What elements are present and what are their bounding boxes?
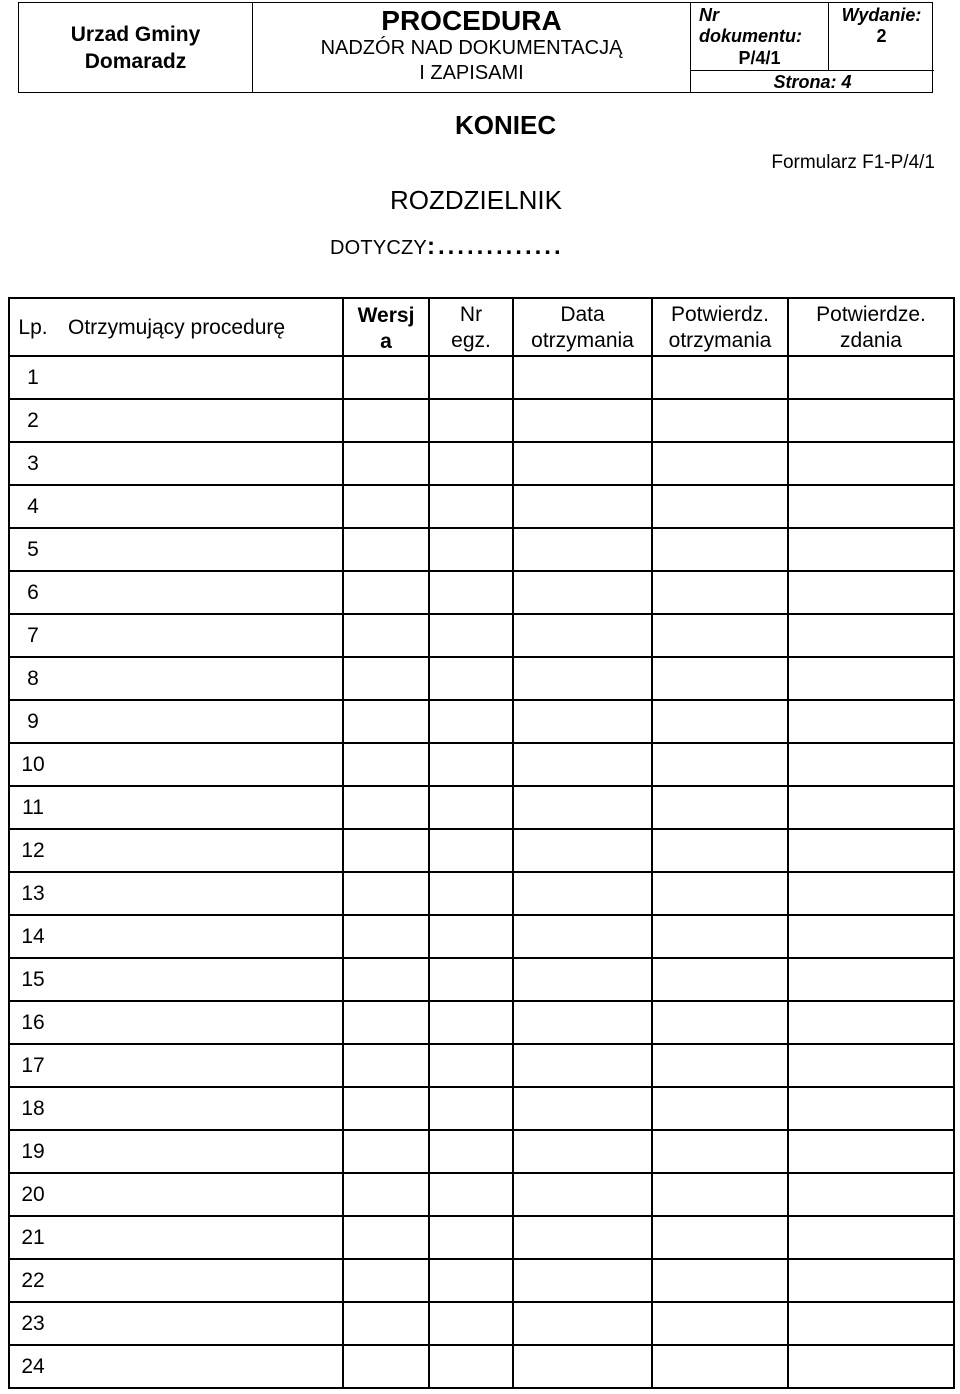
- receipt-date-cell[interactable]: [513, 1345, 652, 1388]
- copy-number-cell[interactable]: [429, 786, 513, 829]
- table-row: [9, 915, 954, 958]
- recipient-cell[interactable]: [56, 485, 343, 528]
- version-cell[interactable]: [343, 1087, 429, 1130]
- copy-number-cell[interactable]: [429, 1044, 513, 1087]
- table-header-row: [9, 298, 954, 356]
- row-number: 2: [9, 399, 56, 442]
- receipt-date-cell[interactable]: [513, 356, 652, 399]
- receipt-confirmation-cell[interactable]: [652, 1130, 788, 1173]
- version-cell[interactable]: [343, 743, 429, 786]
- column-lp: Lp.: [9, 298, 56, 356]
- recipient-cell[interactable]: [56, 1044, 343, 1087]
- row-number: 20: [9, 1173, 56, 1216]
- document-header: [18, 2, 933, 93]
- receipt-date-cell[interactable]: [513, 571, 652, 614]
- receipt-date-cell[interactable]: [513, 1087, 652, 1130]
- procedure-subtitle-line1: NADZÓR NAD DOKUMENTACJĄ: [320, 37, 623, 59]
- version-cell[interactable]: [343, 1259, 429, 1302]
- document-number: [691, 3, 829, 70]
- copy-number-cell[interactable]: [429, 657, 513, 700]
- table-row: [9, 571, 954, 614]
- version-cell[interactable]: [343, 1216, 429, 1259]
- receipt-confirmation-cell[interactable]: [652, 657, 788, 700]
- receipt-date-cell[interactable]: [513, 1302, 652, 1345]
- concerns-line: [330, 233, 564, 261]
- receipt-confirmation-cell[interactable]: [652, 614, 788, 657]
- return-confirmation-cell[interactable]: [788, 1302, 954, 1345]
- distribution-list-title: ROZDZIELNIK: [390, 185, 562, 215]
- table-row: [9, 786, 954, 829]
- table-row: [9, 1216, 954, 1259]
- receipt-confirmation-cell[interactable]: [652, 829, 788, 872]
- receipt-confirmation-cell[interactable]: [652, 743, 788, 786]
- copy-number-cell[interactable]: [429, 743, 513, 786]
- copy-number-cell[interactable]: [429, 1130, 513, 1173]
- receipt-date-cell[interactable]: [513, 657, 652, 700]
- receipt-date-cell[interactable]: [513, 915, 652, 958]
- version-cell[interactable]: [343, 872, 429, 915]
- receipt-confirmation-cell[interactable]: [652, 915, 788, 958]
- table-row: [9, 743, 954, 786]
- receipt-confirmation-cell[interactable]: [652, 786, 788, 829]
- table-row: [9, 958, 954, 1001]
- table-row: [9, 1173, 954, 1216]
- column-recipient: Otrzymujący procedurę: [56, 298, 343, 356]
- return-confirmation-cell[interactable]: [788, 1130, 954, 1173]
- receipt-confirmation-cell[interactable]: [652, 1302, 788, 1345]
- recipient-cell[interactable]: [56, 356, 343, 399]
- table-row: [9, 829, 954, 872]
- copy-number-cell[interactable]: [429, 829, 513, 872]
- receipt-confirmation-cell[interactable]: [652, 356, 788, 399]
- copy-number-cell[interactable]: [429, 399, 513, 442]
- table-row: [9, 614, 954, 657]
- return-confirmation-cell[interactable]: [788, 958, 954, 1001]
- receipt-date-cell[interactable]: [513, 743, 652, 786]
- receipt-date-cell[interactable]: [513, 614, 652, 657]
- version-cell[interactable]: [343, 1044, 429, 1087]
- return-confirmation-cell[interactable]: [788, 700, 954, 743]
- edition-label: Wydanie:: [841, 5, 922, 25]
- copy-number-cell[interactable]: [429, 915, 513, 958]
- receipt-confirmation-cell[interactable]: [652, 700, 788, 743]
- receipt-date-cell[interactable]: [513, 1044, 652, 1087]
- return-confirmation-cell[interactable]: [788, 786, 954, 829]
- receipt-confirmation-cell[interactable]: [652, 1173, 788, 1216]
- receipt-confirmation-cell[interactable]: [652, 442, 788, 485]
- recipient-cell[interactable]: [56, 1302, 343, 1345]
- copy-number-cell[interactable]: [429, 571, 513, 614]
- column-version: Wersj a: [343, 298, 429, 356]
- version-cell[interactable]: [343, 1302, 429, 1345]
- recipient-cell[interactable]: [56, 872, 343, 915]
- version-cell[interactable]: [343, 915, 429, 958]
- recipient-cell[interactable]: [56, 1130, 343, 1173]
- row-number: 5: [9, 528, 56, 571]
- table-row: [9, 1087, 954, 1130]
- table-row: [9, 528, 954, 571]
- version-cell[interactable]: [343, 1001, 429, 1044]
- column-receipt-confirmation: Potwierdz. otrzymania: [652, 298, 788, 356]
- receipt-date-cell[interactable]: [513, 1001, 652, 1044]
- row-number: 9: [9, 700, 56, 743]
- table-row: [9, 1001, 954, 1044]
- return-confirmation-cell[interactable]: [788, 485, 954, 528]
- recipient-cell[interactable]: [56, 1087, 343, 1130]
- row-number: 15: [9, 958, 56, 1001]
- edition-value: 2: [876, 26, 887, 46]
- return-confirmation-cell[interactable]: [788, 442, 954, 485]
- copy-number-cell[interactable]: [429, 1173, 513, 1216]
- table-row: [9, 356, 954, 399]
- version-cell[interactable]: [343, 485, 429, 528]
- table-row: [9, 399, 954, 442]
- row-number: 12: [9, 829, 56, 872]
- receipt-confirmation-cell[interactable]: [652, 1345, 788, 1388]
- distribution-table: [8, 297, 955, 1389]
- version-cell[interactable]: [343, 786, 429, 829]
- recipient-cell[interactable]: [56, 1259, 343, 1302]
- recipient-cell[interactable]: [56, 528, 343, 571]
- copy-number-cell[interactable]: [429, 442, 513, 485]
- copy-number-cell[interactable]: [429, 485, 513, 528]
- document-number-label2: dokumentu:: [699, 26, 802, 46]
- version-cell[interactable]: [343, 571, 429, 614]
- return-confirmation-cell[interactable]: [788, 1345, 954, 1388]
- row-number: 11: [9, 786, 56, 829]
- version-cell[interactable]: [343, 700, 429, 743]
- receipt-confirmation-cell[interactable]: [652, 1216, 788, 1259]
- receipt-confirmation-cell[interactable]: [652, 399, 788, 442]
- table-row: [9, 442, 954, 485]
- recipient-cell[interactable]: [56, 1001, 343, 1044]
- receipt-confirmation-cell[interactable]: [652, 958, 788, 1001]
- copy-number-cell[interactable]: [429, 872, 513, 915]
- table-row: [9, 872, 954, 915]
- table-row: [9, 700, 954, 743]
- receipt-date-cell[interactable]: [513, 786, 652, 829]
- column-return-confirmation: Potwierdze. zdania: [788, 298, 954, 356]
- edition: [829, 3, 934, 70]
- return-confirmation-cell[interactable]: [788, 1044, 954, 1087]
- copy-number-cell[interactable]: [429, 614, 513, 657]
- return-confirmation-cell[interactable]: [788, 1173, 954, 1216]
- recipient-cell[interactable]: [56, 958, 343, 1001]
- version-cell[interactable]: [343, 399, 429, 442]
- receipt-date-cell[interactable]: [513, 872, 652, 915]
- receipt-date-cell[interactable]: [513, 829, 652, 872]
- return-confirmation-cell[interactable]: [788, 743, 954, 786]
- copy-number-cell[interactable]: [429, 700, 513, 743]
- receipt-confirmation-cell[interactable]: [652, 1001, 788, 1044]
- table-row: [9, 657, 954, 700]
- return-confirmation-cell[interactable]: [788, 399, 954, 442]
- page-number: Strona: 4: [691, 70, 934, 93]
- version-cell[interactable]: [343, 442, 429, 485]
- recipient-cell[interactable]: [56, 829, 343, 872]
- koniec-heading: KONIEC: [455, 110, 557, 140]
- concerns-label: DOTYCZY: [330, 237, 427, 259]
- receipt-date-cell[interactable]: [513, 528, 652, 571]
- return-confirmation-cell[interactable]: [788, 1259, 954, 1302]
- copy-number-cell[interactable]: [429, 1259, 513, 1302]
- procedure-title: PROCEDURA: [381, 5, 562, 36]
- copy-number-cell[interactable]: [429, 958, 513, 1001]
- return-confirmation-cell[interactable]: [788, 528, 954, 571]
- table-row: [9, 485, 954, 528]
- version-cell[interactable]: [343, 356, 429, 399]
- receipt-confirmation-cell[interactable]: [652, 528, 788, 571]
- copy-number-cell[interactable]: [429, 1001, 513, 1044]
- recipient-cell[interactable]: [56, 442, 343, 485]
- copy-number-cell[interactable]: [429, 356, 513, 399]
- column-receipt-date: Data otrzymania: [513, 298, 652, 356]
- return-confirmation-cell[interactable]: [788, 915, 954, 958]
- row-number: 3: [9, 442, 56, 485]
- row-number: 1: [9, 356, 56, 399]
- recipient-cell[interactable]: [56, 915, 343, 958]
- receipt-confirmation-cell[interactable]: [652, 1044, 788, 1087]
- row-number: 14: [9, 915, 56, 958]
- receipt-date-cell[interactable]: [513, 399, 652, 442]
- document-number-value: P/4/1: [738, 48, 781, 68]
- recipient-cell[interactable]: [56, 1216, 343, 1259]
- organization-name-line2: Domaradz: [84, 49, 187, 73]
- row-number: 24: [9, 1345, 56, 1388]
- table-row: [9, 1259, 954, 1302]
- column-copy-number: Nr egz.: [429, 298, 513, 356]
- organization-name-line1: Urzad Gminy: [70, 22, 201, 46]
- return-confirmation-cell[interactable]: [788, 356, 954, 399]
- row-number: 19: [9, 1130, 56, 1173]
- row-number: 13: [9, 872, 56, 915]
- receipt-confirmation-cell[interactable]: [652, 571, 788, 614]
- version-cell[interactable]: [343, 1173, 429, 1216]
- recipient-cell[interactable]: [56, 786, 343, 829]
- row-number: 22: [9, 1259, 56, 1302]
- version-cell[interactable]: [343, 528, 429, 571]
- recipient-cell[interactable]: [56, 399, 343, 442]
- version-cell[interactable]: [343, 614, 429, 657]
- recipient-cell[interactable]: [56, 614, 343, 657]
- copy-number-cell[interactable]: [429, 1216, 513, 1259]
- version-cell[interactable]: [343, 1345, 429, 1388]
- document-number-label1: Nr: [699, 5, 720, 25]
- copy-number-cell[interactable]: [429, 1087, 513, 1130]
- row-number: 10: [9, 743, 56, 786]
- return-confirmation-cell[interactable]: [788, 571, 954, 614]
- recipient-cell[interactable]: [56, 700, 343, 743]
- recipient-cell[interactable]: [56, 743, 343, 786]
- return-confirmation-cell[interactable]: [788, 1001, 954, 1044]
- table-row: [9, 1130, 954, 1173]
- receipt-date-cell[interactable]: [513, 958, 652, 1001]
- row-number: 7: [9, 614, 56, 657]
- receipt-confirmation-cell[interactable]: [652, 1259, 788, 1302]
- return-confirmation-cell[interactable]: [788, 829, 954, 872]
- copy-number-cell[interactable]: [429, 528, 513, 571]
- version-cell[interactable]: [343, 958, 429, 1001]
- row-number: 18: [9, 1087, 56, 1130]
- receipt-confirmation-cell[interactable]: [652, 872, 788, 915]
- receipt-confirmation-cell[interactable]: [652, 1087, 788, 1130]
- row-number: 17: [9, 1044, 56, 1087]
- receipt-date-cell[interactable]: [513, 700, 652, 743]
- recipient-cell[interactable]: [56, 571, 343, 614]
- receipt-date-cell[interactable]: [513, 1173, 652, 1216]
- row-number: 6: [9, 571, 56, 614]
- return-confirmation-cell[interactable]: [788, 1087, 954, 1130]
- return-confirmation-cell[interactable]: [788, 872, 954, 915]
- receipt-date-cell[interactable]: [513, 485, 652, 528]
- receipt-date-cell[interactable]: [513, 442, 652, 485]
- receipt-date-cell[interactable]: [513, 1259, 652, 1302]
- version-cell[interactable]: [343, 829, 429, 872]
- procedure-subtitle-line2: I ZAPISAMI: [419, 62, 524, 84]
- table-row: [9, 1302, 954, 1345]
- recipient-cell[interactable]: [56, 1345, 343, 1388]
- return-confirmation-cell[interactable]: [788, 1216, 954, 1259]
- version-cell[interactable]: [343, 1130, 429, 1173]
- row-number: 21: [9, 1216, 56, 1259]
- copy-number-cell[interactable]: [429, 1302, 513, 1345]
- copy-number-cell[interactable]: [429, 1345, 513, 1388]
- organization-cell: [19, 3, 253, 92]
- table-row: [9, 1345, 954, 1388]
- concerns-dots: :.............: [426, 233, 564, 260]
- return-confirmation-cell[interactable]: [788, 614, 954, 657]
- row-number: 4: [9, 485, 56, 528]
- receipt-date-cell[interactable]: [513, 1216, 652, 1259]
- receipt-confirmation-cell[interactable]: [652, 485, 788, 528]
- version-cell[interactable]: [343, 657, 429, 700]
- return-confirmation-cell[interactable]: [788, 657, 954, 700]
- form-id: Formularz F1-P/4/1: [771, 152, 935, 173]
- row-number: 16: [9, 1001, 56, 1044]
- document-meta-cell: [691, 3, 934, 92]
- recipient-cell[interactable]: [56, 1173, 343, 1216]
- procedure-cell: [253, 3, 691, 92]
- receipt-date-cell[interactable]: [513, 1130, 652, 1173]
- recipient-cell[interactable]: [56, 657, 343, 700]
- table-row: [9, 1044, 954, 1087]
- row-number: 23: [9, 1302, 56, 1345]
- row-number: 8: [9, 657, 56, 700]
